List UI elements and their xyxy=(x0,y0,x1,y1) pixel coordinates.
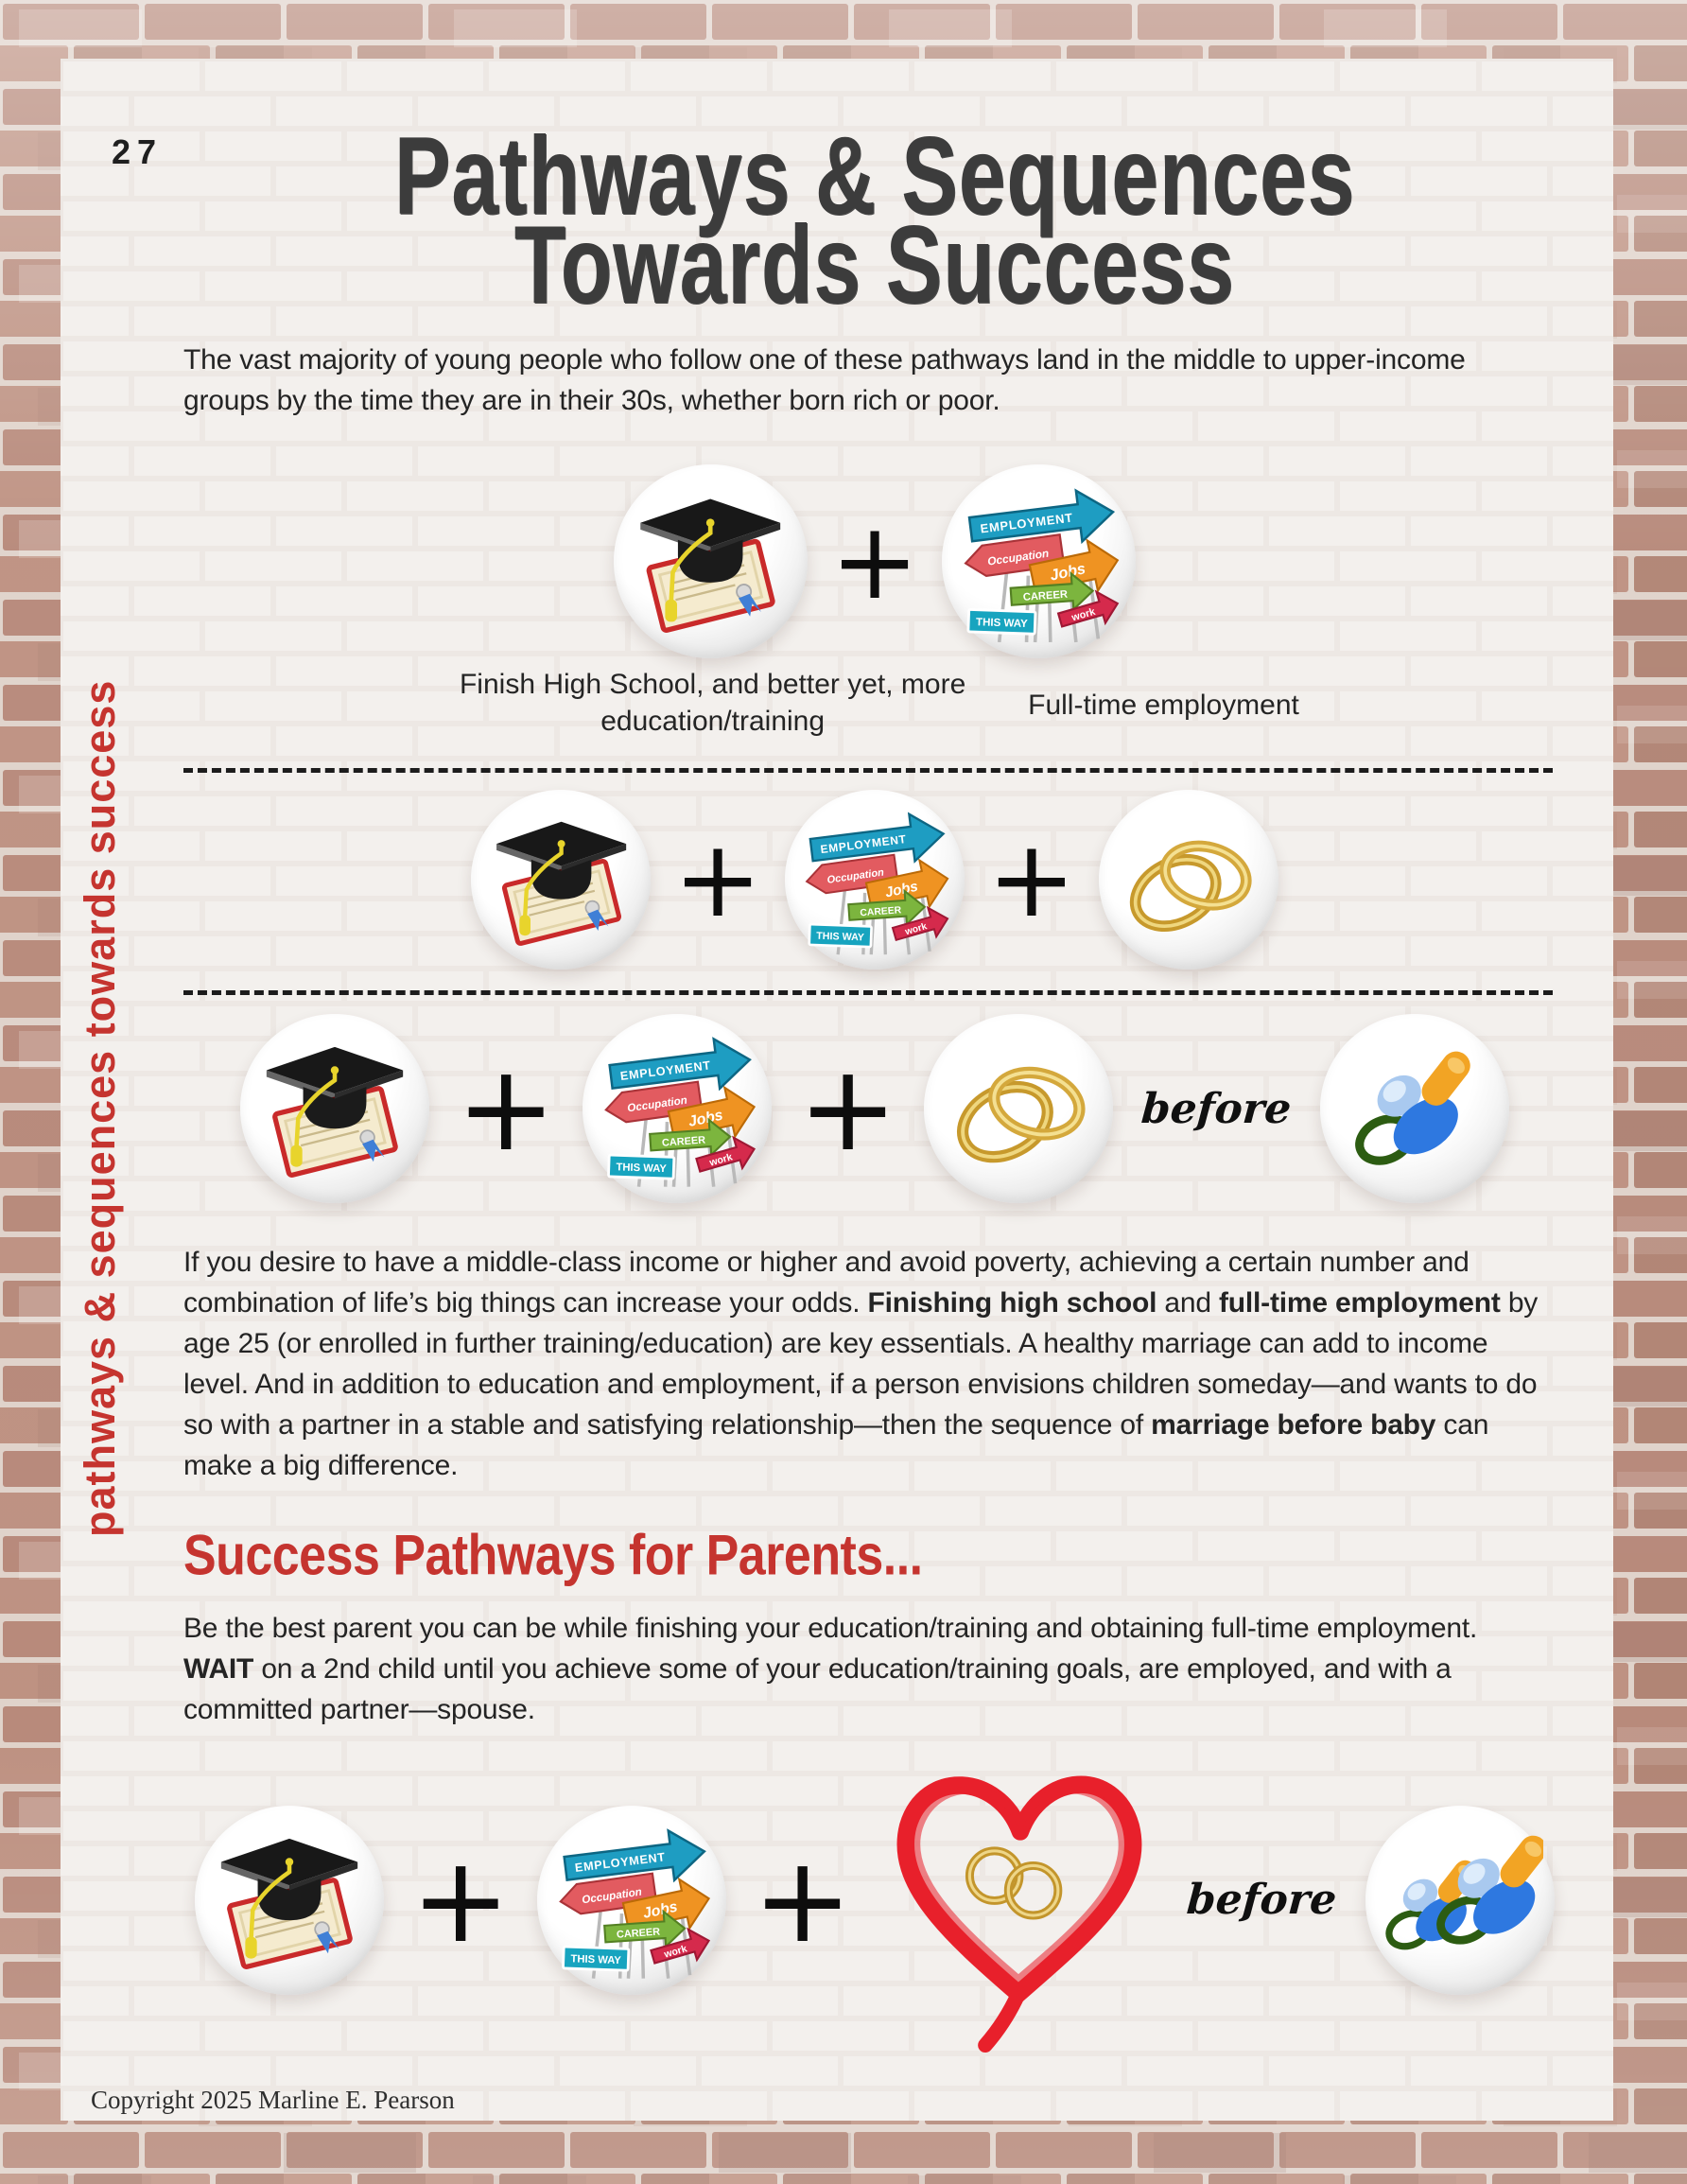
copyright-text: Copyright 2025 Marline E. Pearson xyxy=(91,2086,455,2114)
main-paragraph: If you desire to have a middle-class income or higher and avoid poverty, achieving a certain number and combination of life’s big things can increase your odds. Finishing high school and full-time employment by age 25 (or enrolled in further training/education) are key essentials. A healthy marriage can add to income level. And in addition to education and employment, if a person envisions children someday—and wants to do so with a partner in a stable and satisfying relationship—then the sequence of marriage before baby can make a big difference. xyxy=(183,1247,1539,1481)
graduation-cap-icon xyxy=(614,464,808,658)
document-page-panel xyxy=(61,59,1613,2121)
employment-caption: Full-time employment xyxy=(1028,689,1299,721)
dashed-divider-1 xyxy=(183,768,1553,773)
bold-full-time-employment: full-time employment xyxy=(1218,1287,1501,1319)
pathway-row-3 xyxy=(183,1014,1566,1203)
parents-heading: Success Pathways for Parents... xyxy=(183,1523,923,1587)
bold-marriage-before-baby: marriage before baby xyxy=(1151,1409,1436,1441)
plus-icon: + xyxy=(752,1829,853,1969)
pathway-row-2 xyxy=(183,790,1566,970)
plus-icon: + xyxy=(797,1039,898,1179)
education-caption: Finish High School, and better yet, more education/training xyxy=(459,669,966,738)
graduation-cap-icon xyxy=(240,1014,429,1203)
pathway-row-parents xyxy=(183,1743,1566,2056)
employment-signs-icon xyxy=(785,790,965,970)
bold-wait: WAIT xyxy=(183,1652,254,1685)
page-title-line-1: Pathways & Sequences xyxy=(393,114,1356,238)
parents-paragraph: Be the best parent you can be while finishing your education/training and obtaining full-time employment. WAIT on a 2nd child until you achieve some of your education/training goals, are employed, and with a committed partner—spouse. xyxy=(183,1612,1478,1725)
sidebar-vertical-title: pathways & sequences towards success xyxy=(76,679,124,1538)
employment-signs-icon xyxy=(583,1014,772,1203)
employment-signs-icon xyxy=(942,464,1136,658)
row-1-captions xyxy=(183,666,1566,740)
wedding-rings-icon xyxy=(1099,790,1278,970)
graduation-cap-icon xyxy=(471,790,651,970)
plus-icon: + xyxy=(673,818,762,942)
plus-icon: + xyxy=(410,1829,511,1969)
double-pacifier-icon xyxy=(1365,1806,1555,1995)
page-number: 27 xyxy=(112,132,164,171)
intro-paragraph: The vast majority of young people who follow one of these pathways land in the middle to upper-income groups by the time they are in their 30s, whether born rich or poor. xyxy=(183,343,1466,416)
graduation-cap-icon xyxy=(195,1806,384,1995)
dashed-divider-2 xyxy=(183,990,1553,995)
before-label: before xyxy=(1139,1084,1294,1133)
heart-with-rings-icon xyxy=(880,1743,1157,2056)
plus-icon: + xyxy=(456,1039,556,1179)
employment-signs-icon xyxy=(537,1806,726,1995)
page-title-line-2: Towards Success xyxy=(514,203,1235,327)
plus-icon: + xyxy=(830,499,919,623)
pathway-row-1 xyxy=(183,464,1566,658)
pacifier-icon xyxy=(1320,1014,1509,1203)
page-title xyxy=(183,59,1566,327)
wedding-rings-icon xyxy=(924,1014,1113,1203)
plus-icon: + xyxy=(987,818,1076,942)
before-label: before xyxy=(1185,1876,1339,1925)
bold-finishing-high-school: Finishing high school xyxy=(867,1287,1157,1319)
